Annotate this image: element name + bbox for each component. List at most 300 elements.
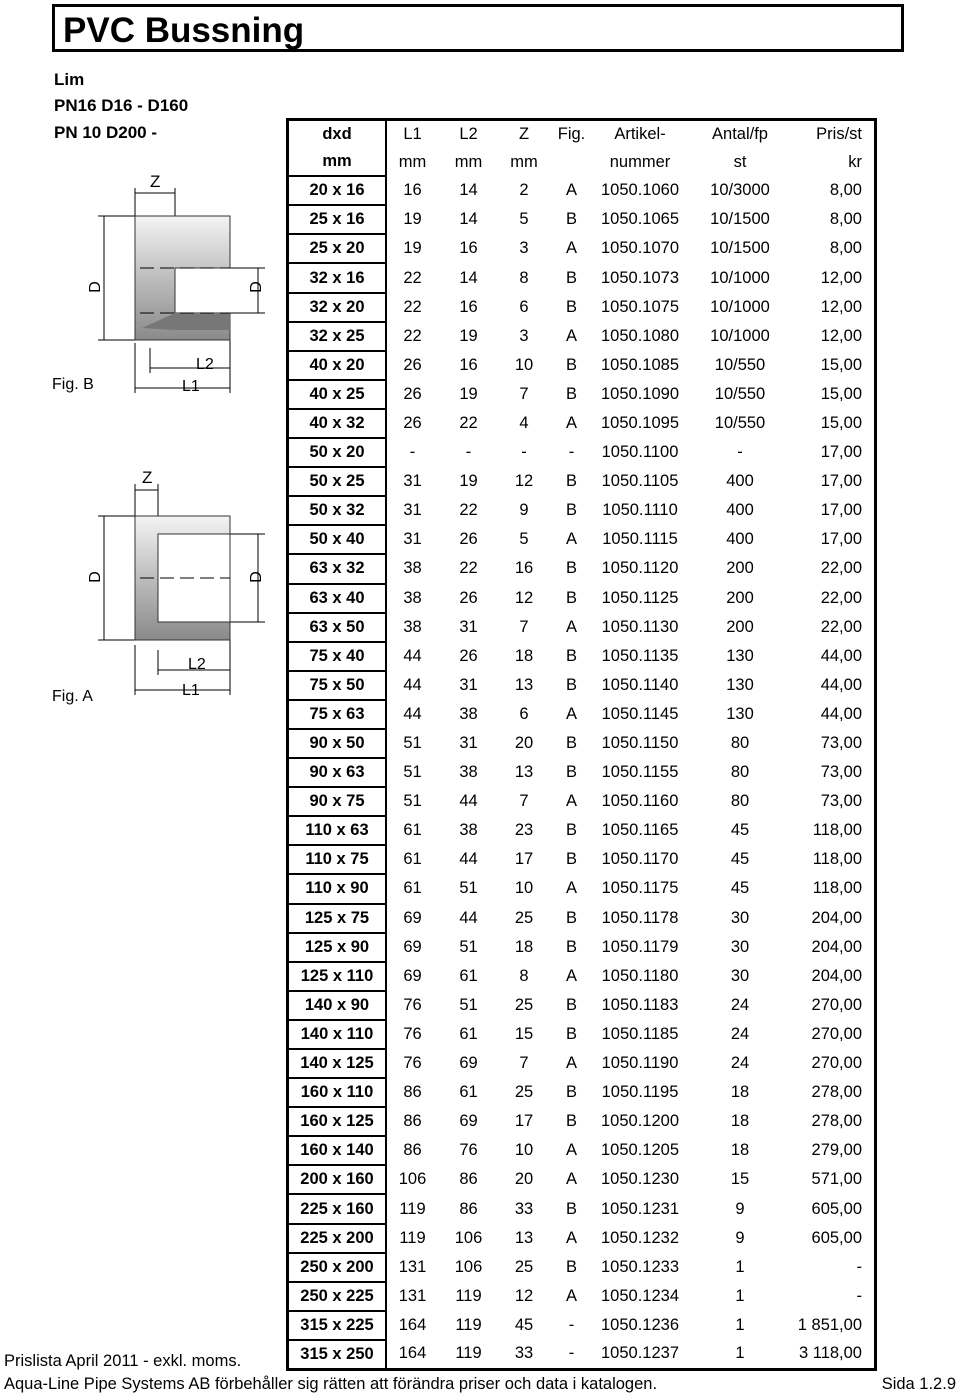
page-title: PVC Bussning [63,11,305,50]
cell-fig: A [565,1228,577,1247]
table-row [288,1049,876,1078]
cell-per-pack: 10/1000 [710,297,770,316]
cell-l2: 119 [455,1286,482,1305]
cell-fig: B [565,1024,577,1043]
cell-article: 1050.1090 [601,384,679,403]
cell-fig: B [565,850,577,869]
cell-z: 25 [514,995,534,1014]
cell-dxd: 40 x 25 [288,380,387,409]
cell-article: 1050.1178 [601,908,679,927]
cell-l1: L1 [403,125,422,144]
table-row [288,234,876,263]
cell-l1: 61 [403,850,422,869]
cell-z: 12 [514,588,534,607]
cell-price: 15,00 [820,384,862,403]
cell-article: 1050.1075 [601,297,679,316]
cell-l1: 22 [403,268,422,287]
cell-l1: 22 [403,297,422,316]
spec-pressure-small: PN16 D16 - D160 [54,96,189,115]
cell-dxd: 315 x 250 [288,1340,387,1370]
cell-per-pack: 9 [735,1228,745,1247]
cell-z: 7 [519,1054,529,1073]
cell-article: 1050.1237 [601,1344,679,1363]
cell-l2: 119 [455,1315,482,1334]
cell-l1: 31 [403,472,422,491]
cell-l1: 44 [403,646,422,665]
cell-l2: 119 [455,1344,482,1363]
cell-price: 118,00 [812,850,862,869]
fig-a-d-inner-label: D [247,571,265,583]
cell-fig: B [565,210,577,229]
cell-dxd: 250 x 225 [288,1282,387,1311]
cell-price: 8,00 [829,210,862,229]
cell-dxd: 32 x 20 [288,293,387,322]
cell-dxd: 110 x 75 [288,845,387,874]
cell-price: 204,00 [811,966,862,985]
cell-per-pack: 9 [735,1199,745,1218]
cell-article: 1050.1125 [601,588,679,607]
cell-z: 45 [514,1315,534,1334]
table-row [288,525,876,554]
cell-per-pack: 10/1000 [710,326,770,345]
page-number: Sida 1.2.9 [881,1375,956,1393]
cell-z: mm [510,152,538,171]
cell-per-pack: st [733,152,747,171]
cell-dxd: 140 x 125 [288,1049,387,1078]
table-row [288,642,876,671]
fig-a-l1-label: L1 [182,682,200,699]
cell-dxd: 40 x 20 [288,351,387,380]
cell-per-pack: 30 [730,908,750,927]
cell-l2: 19 [459,384,478,403]
cell-l2: 51 [459,937,478,956]
table-row [288,1282,876,1311]
table-row [288,845,876,874]
table-row [288,496,876,525]
table-row [288,933,876,962]
cell-dxd: 40 x 32 [288,409,387,438]
cell-dxd: 200 x 160 [288,1165,387,1194]
cell-fig: A [565,181,577,200]
cell-l1: 38 [403,617,422,636]
cell-per-pack: - [737,443,743,462]
cell-l1: 44 [403,675,422,694]
cell-dxd: 90 x 63 [288,758,387,787]
cell-article: 1050.1110 [602,501,678,520]
cell-l1: 44 [403,704,422,723]
cell-dxd: 110 x 63 [288,816,387,845]
cell-dxd: 32 x 25 [288,322,387,351]
cell-fig: A [565,966,577,985]
table-row [288,787,876,816]
table-row [288,1194,876,1223]
cell-z: Z [518,125,530,144]
cell-article: 1050.1060 [601,181,679,200]
cell-dxd: 63 x 40 [288,584,387,613]
cell-dxd: 160 x 140 [288,1136,387,1165]
cell-per-pack: 30 [730,966,750,985]
cell-z: 23 [514,821,534,840]
footer-disclaimer: Aqua-Line Pipe Systems AB förbehåller sig rätten att förändra priser och data i katalogen. [4,1375,658,1393]
cell-z: 7 [519,384,529,403]
cell-article: 1050.1170 [601,850,679,869]
cell-dxd: mm [288,148,387,176]
cell-dxd: 125 x 75 [288,904,387,933]
cell-article: Artikel- [614,125,666,144]
cell-per-pack: 10/3000 [710,181,770,200]
cell-l1: 31 [403,501,422,520]
cell-l1: 69 [403,908,422,927]
table-row [288,351,876,380]
cell-l2: 31 [459,675,478,694]
cell-l1: 51 [403,792,422,811]
table-row [288,1020,876,1049]
cell-z: 20 [514,1170,534,1189]
cell-l2: 22 [459,559,478,578]
cell-l1: 26 [403,413,422,432]
cell-per-pack: 18 [730,1112,750,1131]
cell-fig: B [565,501,577,520]
cell-article: 1050.1160 [601,792,679,811]
cell-price: 12,00 [820,268,862,287]
cell-dxd: 90 x 75 [288,787,387,816]
cell-fig: - [568,443,575,462]
fig-a-l2-label: L2 [188,656,206,673]
cell-l2: 16 [459,239,478,258]
cell-article: 1050.1190 [601,1054,679,1073]
cell-price: 118,00 [812,821,862,840]
cell-price: 605,00 [811,1228,862,1247]
cell-fig: B [565,821,577,840]
cell-per-pack: 15 [730,1170,750,1189]
fig-a-z-label: Z [142,468,153,487]
cell-price: 118,00 [812,879,862,898]
cell-price: 73,00 [820,792,862,811]
cell-l1: 38 [403,559,422,578]
cell-article: 1050.1070 [601,239,679,258]
cell-fig: B [565,1083,577,1102]
table-row [288,322,876,351]
cell-l1: 119 [399,1199,426,1218]
cell-z: 15 [514,1024,534,1043]
cell-l2: 16 [459,297,478,316]
cell-price: 605,00 [811,1199,862,1218]
cell-fig [549,148,594,176]
cell-z: 13 [514,675,534,694]
cell-fig: B [565,937,577,956]
cell-z: 3 [519,326,529,345]
cell-fig: A [565,413,577,432]
fig-b-d-inner-label: D [247,281,265,293]
cell-article: 1050.1205 [601,1141,679,1160]
cell-article: 1050.1236 [601,1315,679,1334]
cell-price: 270,00 [811,1024,862,1043]
cell-l1: 16 [403,181,422,200]
cell-z: 18 [514,646,534,665]
cell-dxd: 50 x 25 [288,467,387,496]
cell-l1: 61 [403,879,422,898]
cell-dxd: 225 x 160 [288,1194,387,1223]
fig-b-l1-label: L1 [182,378,200,395]
cell-l1: 69 [403,937,422,956]
cell-article: 1050.1233 [601,1257,679,1276]
cell-l1: 26 [403,355,422,374]
cell-fig: A [565,530,577,549]
table-row [288,554,876,583]
cell-per-pack: 45 [730,879,750,898]
fig-b-l2-label: L2 [196,356,214,373]
cell-article: 1050.1065 [601,210,679,229]
cell-dxd: 225 x 200 [288,1224,387,1253]
cell-l2: L2 [459,125,478,144]
cell-per-pack: 10/1000 [710,268,770,287]
cell-fig: A [565,879,577,898]
table-row [288,758,876,787]
cell-per-pack: 18 [730,1083,750,1102]
cell-l1: 76 [403,1054,422,1073]
table-row [288,991,876,1020]
cell-z: 12 [514,1286,534,1305]
cell-price: 15,00 [820,355,862,374]
cell-z: 17 [514,850,534,869]
cell-l1: 31 [403,530,422,549]
cell-price: 44,00 [820,646,862,665]
cell-article: 1050.1145 [601,704,679,723]
cell-per-pack: 200 [726,588,754,607]
cell-l2: 14 [459,210,478,229]
cell-l1: 86 [403,1083,422,1102]
cell-z: 8 [519,966,529,985]
cell-z: 13 [514,763,534,782]
cell-fig: A [565,704,577,723]
cell-l2: 86 [459,1170,478,1189]
table-row [288,1340,876,1370]
cell-price: kr [848,152,862,171]
cell-fig: - [568,1315,575,1334]
cell-fig: B [565,559,577,578]
table-row [288,671,876,700]
table-row [288,1107,876,1136]
cell-z: 33 [514,1199,534,1218]
cell-per-pack: 24 [730,1024,750,1043]
table-row [288,409,876,438]
cell-fig: B [565,355,577,374]
cell-l2: 38 [459,763,478,782]
cell-article: 1050.1165 [601,821,679,840]
cell-per-pack: 24 [730,995,750,1014]
cell-article: 1050.1155 [601,763,679,782]
table-unit-row [288,148,876,176]
cell-per-pack: 45 [730,850,750,869]
cell-l2: 22 [459,413,478,432]
cell-z: 25 [514,1257,534,1276]
cell-article: 1050.1183 [601,995,679,1014]
cell-z: 7 [519,617,529,636]
table-row [288,1078,876,1107]
cell-l2: - [465,443,472,462]
cell-dxd: 75 x 50 [288,671,387,700]
cell-dxd: 315 x 225 [288,1311,387,1340]
table-row [288,904,876,933]
cell-l1: 61 [403,821,422,840]
cell-l2: 16 [459,355,478,374]
cell-l1: 131 [398,1286,427,1305]
cell-dxd: 50 x 32 [288,496,387,525]
table-row [288,700,876,729]
cell-price: 571,00 [811,1170,862,1189]
cell-l1: 38 [403,588,422,607]
cell-fig: A [565,1286,577,1305]
cell-price: 1 851,00 [797,1315,862,1334]
cell-l2: 69 [459,1112,478,1131]
cell-l2: 38 [459,704,478,723]
cell-dxd: 125 x 90 [288,933,387,962]
cell-price: 15,00 [820,413,862,432]
cell-price: 204,00 [811,908,862,927]
cell-per-pack: 1 [735,1344,745,1363]
table-row [288,263,876,292]
cell-per-pack: 130 [726,704,754,723]
cell-dxd: 50 x 20 [288,438,387,467]
title-box [52,4,904,52]
cell-fig: B [565,384,577,403]
cell-article: 1050.1100 [601,443,679,462]
fig-b-d-outer-label: D [86,281,104,293]
cell-article: 1050.1115 [602,530,678,549]
cell-dxd: 50 x 40 [288,525,387,554]
cell-fig: B [565,675,577,694]
cell-l1: 51 [403,734,422,753]
cell-per-pack: 1 [735,1257,745,1276]
table-row [288,584,876,613]
cell-article: 1050.1105 [601,472,679,491]
cell-price: 44,00 [820,704,862,723]
cell-dxd: 90 x 50 [288,729,387,758]
table-row [288,205,876,234]
cell-fig: A [565,1170,577,1189]
cell-z: 2 [519,181,529,200]
table-row [288,438,876,467]
cell-z: 5 [519,210,529,229]
cell-fig: - [568,1344,575,1363]
cell-article: 1050.1200 [601,1112,679,1131]
cell-l2: 51 [459,879,478,898]
cell-l1: 164 [398,1344,427,1363]
cell-dxd: 32 x 16 [288,263,387,292]
cell-l1: 164 [398,1315,427,1334]
cell-fig: A [565,239,577,258]
cell-dxd: 25 x 20 [288,234,387,263]
table-row [288,1253,876,1282]
cell-price: 12,00 [820,297,862,316]
cell-l2: 106 [454,1228,483,1247]
cell-fig: B [565,1199,577,1218]
fig-b-label: Fig. B [52,376,94,393]
table-row [288,293,876,322]
cell-price: 12,00 [820,326,862,345]
cell-z: 33 [514,1344,534,1363]
table-row [288,176,876,205]
cell-per-pack: 1 [735,1286,745,1305]
cell-article: 1050.1085 [601,355,679,374]
cell-article: 1050.1095 [601,413,679,432]
table-row [288,729,876,758]
cell-l2: 19 [459,326,478,345]
cell-fig: B [565,472,577,491]
table-row [288,1311,876,1340]
cell-z: 10 [514,1141,534,1160]
cell-dxd: 63 x 32 [288,554,387,583]
cell-per-pack: 80 [730,734,750,753]
cell-dxd: 75 x 40 [288,642,387,671]
fig-a-label: Fig. A [52,688,93,705]
cell-z: 10 [514,355,534,374]
cell-fig: B [565,1112,577,1131]
cell-l1: 69 [403,966,422,985]
cell-l2: 38 [459,821,478,840]
cell-l2: 44 [459,792,478,811]
cell-per-pack: 80 [730,763,750,782]
price-table [286,118,877,1371]
cell-fig: B [565,734,577,753]
cell-dxd: 140 x 90 [288,991,387,1020]
cell-l2: 19 [459,472,478,491]
table-row [288,962,876,991]
cell-price: 278,00 [811,1112,862,1131]
cell-article: 1050.1073 [601,268,679,287]
cell-l2: mm [454,152,483,171]
cell-fig: B [565,268,577,287]
cell-z: 20 [514,734,534,753]
cell-per-pack: 18 [730,1141,750,1160]
cell-l2: 61 [459,966,478,985]
cell-fig: Fig. [557,125,586,144]
cell-l1: 22 [403,326,422,345]
cell-l2: 26 [459,646,478,665]
cell-per-pack: 10/1500 [710,210,770,229]
cell-z: 5 [519,530,529,549]
cell-l1: 86 [403,1141,422,1160]
cell-per-pack: 45 [730,821,750,840]
cell-l2: 69 [459,1054,478,1073]
cell-l1: 19 [403,210,422,229]
cell-fig: B [565,588,577,607]
cell-fig: B [565,646,577,665]
cell-price: 3 118,00 [798,1344,862,1363]
cell-l1: mm [398,152,427,171]
cell-l1: 106 [398,1170,427,1189]
table-row [288,874,876,903]
cell-per-pack: 130 [726,646,754,665]
cell-l2: 86 [459,1199,478,1218]
cell-per-pack: 10/1500 [710,239,770,258]
cell-dxd: 160 x 110 [288,1078,387,1107]
footer-price-list: Prislista April 2011 - exkl. moms. [4,1352,242,1370]
table-row [288,613,876,642]
cell-dxd: 20 x 16 [288,176,387,205]
cell-z: 12 [514,472,534,491]
cell-l1: 19 [403,239,422,258]
cell-article: 1050.1135 [601,646,679,665]
cell-z: 13 [514,1228,534,1247]
cell-article: nummer [609,152,671,171]
cell-price: 17,00 [820,443,862,462]
cell-z: 7 [519,792,529,811]
cell-price: 22,00 [820,617,862,636]
cell-l1: 86 [403,1112,422,1131]
cell-z: 6 [519,297,529,316]
cell-l2: 44 [459,850,478,869]
